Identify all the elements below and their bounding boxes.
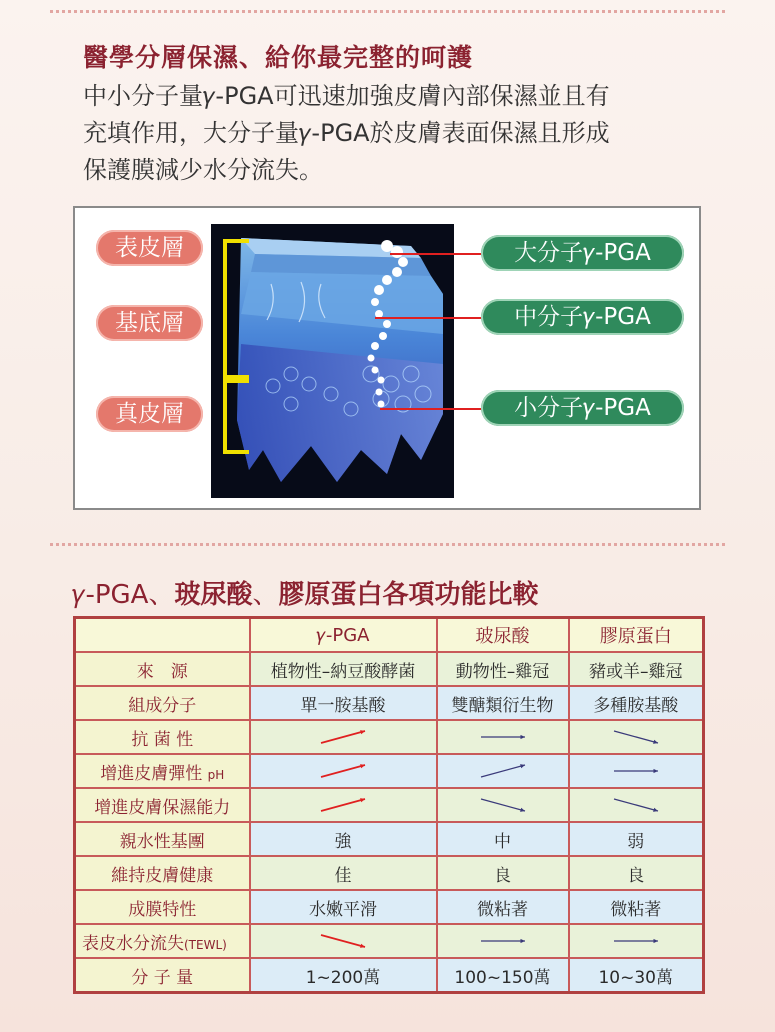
trend-arrow-up-icon (317, 760, 369, 782)
cell: 良 (437, 856, 569, 890)
cell: 強 (250, 822, 437, 856)
trend-arrow-flat-icon (610, 930, 662, 952)
row-label-small: (TEWL) (184, 937, 227, 952)
cell-arrow (569, 788, 704, 822)
trend-arrow-down-icon (610, 726, 662, 748)
table-row (75, 686, 704, 720)
trend-arrow-up-icon (317, 726, 369, 748)
label-large-molecule-pga: 大分子𝛾-PGA (481, 235, 684, 271)
cell: 雙醣類衍生物 (437, 686, 569, 720)
cell: 微粘著 (437, 890, 569, 924)
cell-arrow (437, 924, 569, 958)
table-header-row (75, 618, 704, 653)
table-row (75, 856, 704, 890)
table-row (75, 652, 704, 686)
trend-arrow-up-icon (477, 760, 529, 782)
cell-arrow (250, 924, 437, 958)
row-label: 成膜特性 (75, 890, 250, 924)
cell-arrow (437, 720, 569, 754)
table-row (75, 720, 704, 754)
paragraph-line-1: 中小分子量𝛾-PGA可迅速加強皮膚內部保濕並且有 (83, 82, 610, 110)
cell: 良 (569, 856, 704, 890)
middle-dotted-divider (50, 543, 725, 546)
cell: 單一胺基酸 (250, 686, 437, 720)
table-row (75, 890, 704, 924)
cell: 佳 (250, 856, 437, 890)
cell: 100~150萬 (437, 958, 569, 993)
cell: 中 (437, 822, 569, 856)
yellow-bracket-dermis (223, 379, 227, 454)
row-label: 分 子 量 (75, 958, 250, 993)
table-row (75, 754, 704, 788)
cell: 植物性–納豆酸酵菌 (250, 652, 437, 686)
label-medium-molecule-pga: 中分子𝛾-PGA (481, 299, 684, 335)
title-pga: 𝛾-PGA (72, 580, 149, 610)
trend-arrow-down-icon (610, 794, 662, 816)
cell: 弱 (569, 822, 704, 856)
row-label: 維持皮膚健康 (75, 856, 250, 890)
label-basal-layer: 基底層 (96, 305, 203, 341)
cell-arrow (437, 754, 569, 788)
title-sep-2: 、 (252, 580, 279, 610)
table-row (75, 822, 704, 856)
label-small-molecule-pga: 小分子𝛾-PGA (481, 390, 684, 426)
yellow-bracket-epidermis (223, 239, 227, 379)
cell: 10~30萬 (569, 958, 704, 993)
trend-arrow-flat-icon (477, 726, 529, 748)
skin-layer-figure (73, 206, 701, 510)
row-label: 親水性基團 (75, 822, 250, 856)
cell-arrow (569, 720, 704, 754)
header-collagen: 膠原蛋白 (569, 618, 704, 653)
row-label (75, 924, 250, 958)
row-label: 抗 菌 性 (75, 720, 250, 754)
section1-paragraph (83, 78, 723, 189)
paragraph-line-3: 保護膜減少水分流失。 (83, 156, 323, 184)
top-dotted-divider (50, 10, 725, 13)
row-label-small: pH (207, 767, 225, 782)
title-sep-1: 、 (148, 580, 175, 610)
header-empty (75, 618, 250, 653)
connector-large-molecule (390, 253, 481, 255)
label-dermis: 真皮層 (96, 396, 203, 432)
label-epidermis: 表皮層 (96, 230, 203, 266)
section1-title: 醫學分層保濕、給你最完整的呵護 (83, 43, 474, 72)
row-label (75, 754, 250, 788)
paragraph-line-2: 充填作用，大分子量𝛾-PGA於皮膚表面保濕且形成 (83, 119, 610, 147)
header-hyaluronic: 玻尿酸 (437, 618, 569, 653)
cell: 1~200萬 (250, 958, 437, 993)
table-row (75, 924, 704, 958)
cell: 水嫩平滑 (250, 890, 437, 924)
cell-arrow (250, 788, 437, 822)
row-label-main: 表皮水分流失 (82, 933, 184, 954)
row-label: 增進皮膚保濕能力 (75, 788, 250, 822)
table-row (75, 788, 704, 822)
cell-arrow (569, 754, 704, 788)
trend-arrow-up-icon (317, 794, 369, 816)
cell: 豬或羊–雞冠 (569, 652, 704, 686)
trend-arrow-down-icon (477, 794, 529, 816)
table-row (75, 958, 704, 993)
title-hyaluronic: 玻尿酸 (174, 580, 253, 610)
cell: 多種胺基酸 (569, 686, 704, 720)
trend-arrow-flat-icon (477, 930, 529, 952)
trend-arrow-down-icon (317, 930, 369, 952)
connector-medium-molecule (375, 317, 481, 319)
section2-title (72, 574, 539, 611)
connector-small-molecule (380, 408, 481, 410)
row-label: 來 源 (75, 652, 250, 686)
cell: 微粘著 (569, 890, 704, 924)
cell-arrow (437, 788, 569, 822)
cell: 動物性–雞冠 (437, 652, 569, 686)
header-pga: 𝛾-PGA (250, 618, 437, 653)
skin-cross-section-illustration (211, 224, 454, 498)
row-label: 組成分子 (75, 686, 250, 720)
comparison-table (73, 616, 705, 994)
cell-arrow (569, 924, 704, 958)
cell-arrow (250, 754, 437, 788)
cell-arrow (250, 720, 437, 754)
row-label-main: 增進皮膚彈性 (100, 763, 203, 784)
trend-arrow-flat-icon (610, 760, 662, 782)
title-collagen-compare: 膠原蛋白各項功能比較 (278, 580, 539, 610)
